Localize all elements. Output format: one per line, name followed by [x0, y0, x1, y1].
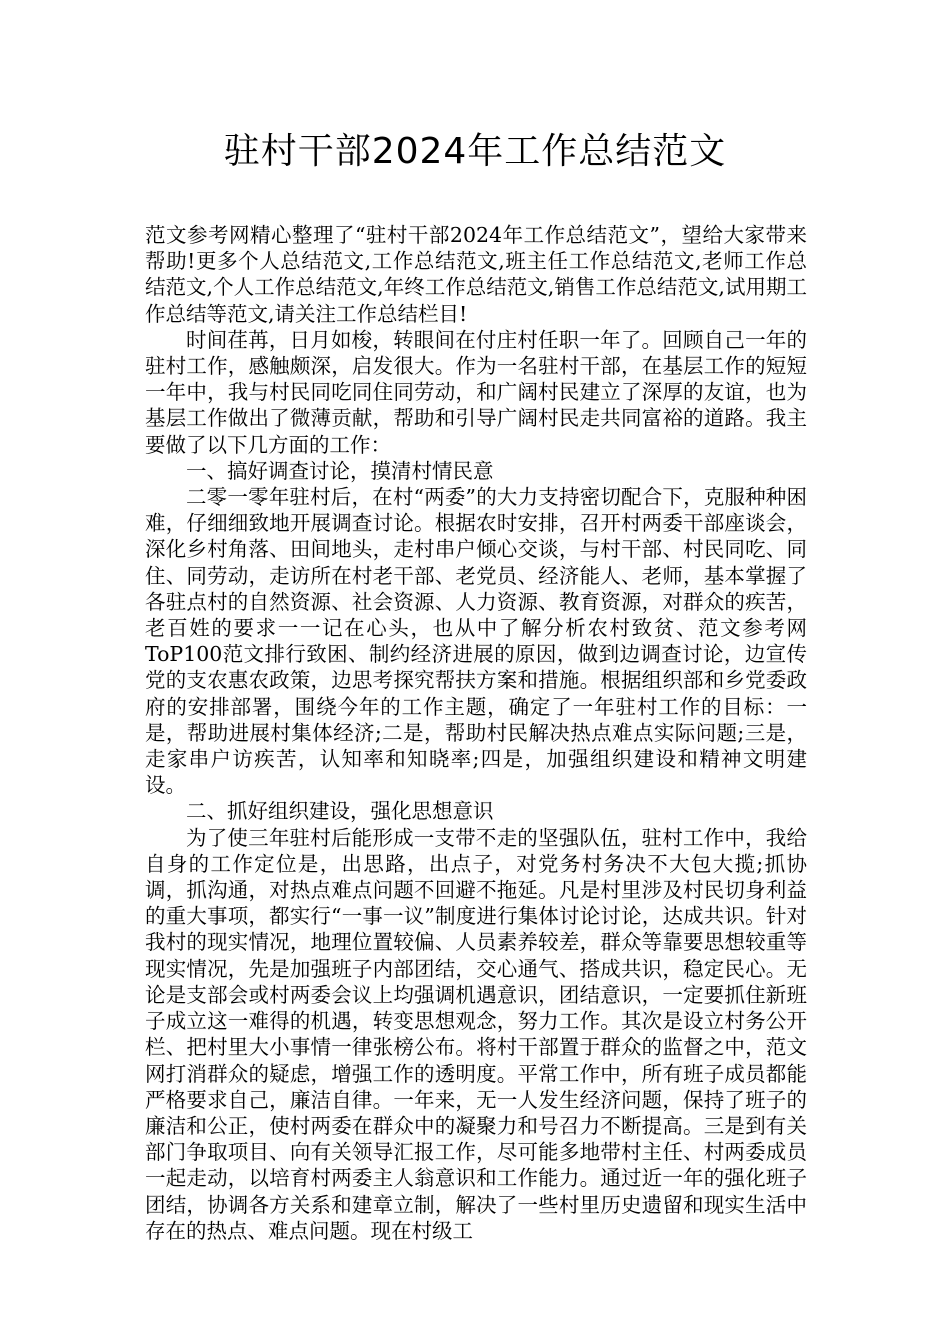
document-title: 驻村干部2024年工作总结范文	[223, 131, 727, 172]
document-body	[145, 222, 807, 1244]
intro-paragraph: 范文参考网精心整理了“驻村干部2024年工作总结范文”，望给大家带来帮助!更多个人总结范文,工作总结范文,班主任工作总结范文,老师工作总结范文,个人工作总结范文,年终工作总结范文,销售工作总结范文,试用期工作总结等范文,请关注工作总结栏目!	[145, 223, 807, 326]
section-heading-1: 一、搞好调查讨论，摸清村情民意	[186, 458, 494, 483]
section-1-paragraph: 二零一零年驻村后，在村“两委”的大力支持密切配合下，克服种种困难，仔细细致地开展调查讨论。根据农时安排，召开村两委干部座谈会，深化乡村角落、田间地头，走村串户倾心交谈，与村干部、村民同吃、同住、同劳动，走访所在村老干部、老党员、经济能人、老师，基本掌握了各驻点村的自然资源、社会资源、人力资源、教育资源，对群众的疾苦，老百姓的要求一一记在心头，也从中了解分析农村致贫、范文参考网ToP100范文排行致困、制约经济进展的原因，做到边调查讨论，边宣传党的支农惠农政策，边思考探究帮扶方案和措施。根据组织部和乡党委政府的安排部署，围绕今年的工作主题，确定了一年驻村工作的目标：一是，帮助进展村集体经济;二是，帮助村民解决热点难点实际问题;三是，走家串户访疾苦，认知率和知晓率;四是，加强组织建设和精神文明建设。	[145, 485, 807, 798]
section-heading-2: 二、抓好组织建设，强化思想意识	[186, 799, 494, 824]
opening-paragraph: 时间荏苒，日月如梭，转眼间在付庄村任职一年了。回顾自己一年的驻村工作，感触颇深，启发很大。作为一名驻村干部，在基层工作的短短一年中，我与村民同吃同住同劳动，和广阔村民建立了深厚的友谊，也为基层工作做出了微薄贡献，帮助和引导广阔村民走共同富裕的道路。我主要做了以下几方面的工作：	[145, 327, 807, 457]
section-2-paragraph: 为了使三年驻村后能形成一支带不走的坚强队伍，驻村工作中，我给自身的工作定位是，出思路，出点子，对党务村务决不大包大揽;抓协调，抓沟通，对热点难点问题不回避不拖延。凡是村里涉及村民切身利益的重大事项，都实行“一事一议”制度进行集体讨论讨论，达成共识。针对我村的现实情况，地理位置较偏、人员素养较差，群众等靠要思想较重等现实情况，先是加强班子内部团结，交心通气、搭成共识，稳定民心。无论是支部会或村两委会议上均强调机遇意识，团结意识，一定要抓住新班子成立这一难得的机遇，转变思想观念，努力工作。其次是设立村务公开栏、把村里大小事情一律张榜公布。将村干部置于群众的监督之中，范文网打消群众的疑虑，增强工作的透明度。平常工作中，所有班子成员都能严格要求自己，廉洁自律。一年来，无一人发生经济问题，保持了班子的廉洁和公正，使村两委在群众中的凝聚力和号召力不断提高。三是到有关部门争取项目、向有关领导汇报工作，尽可能多地带村主任、村两委成员一起走动，以培育村两委主人翁意识和工作能力。通过近一年的强化班子团结，协调各方关系和建章立制，解决了一些村里历史遗留和现实生活中存在的热点、难点问题。现在村级工	[145, 825, 807, 1243]
